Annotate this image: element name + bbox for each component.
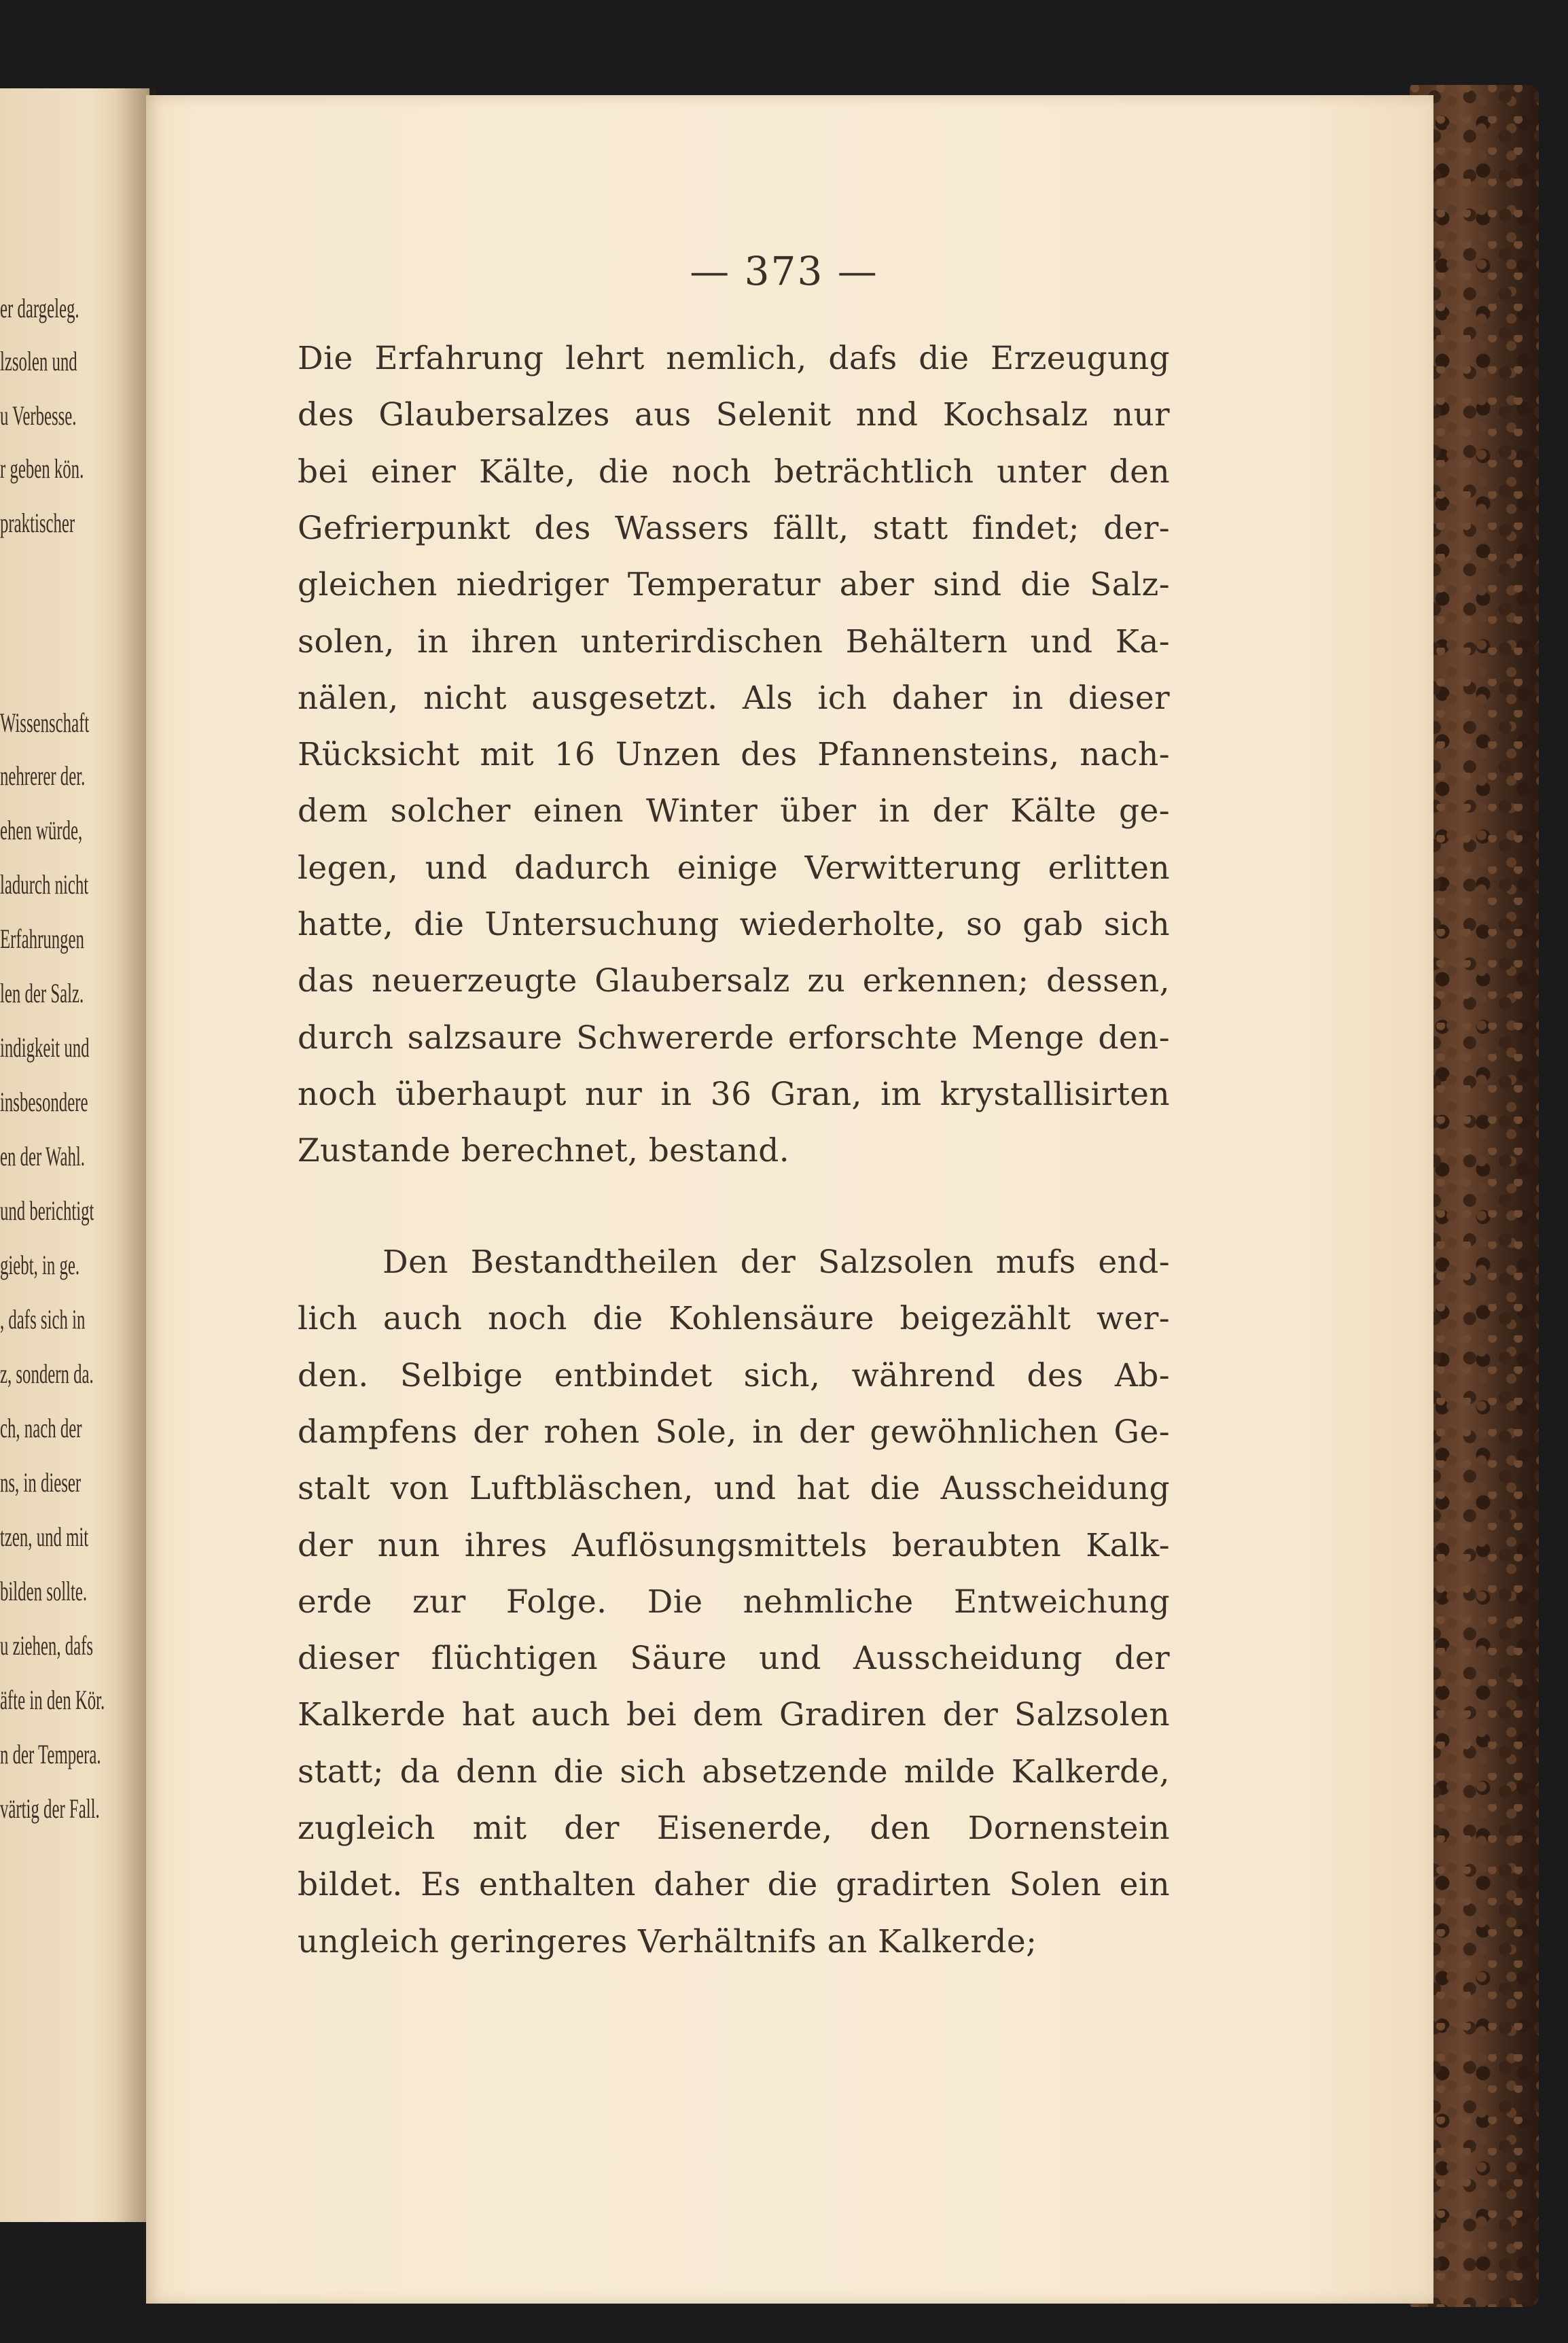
text-line: Den Bestandtheilen der Salzsolen mufs end-: [382, 1244, 1170, 1281]
text-line: bildet. Es enthalten daher die gradirten Solen ein: [298, 1866, 1170, 1904]
text-line: Kalkerde hat auch bei dem Gradiren der Salzsolen: [298, 1696, 1170, 1734]
left-page-line: äfte in den Kör.: [0, 1685, 105, 1715]
left-page-line: n der Tempera.: [0, 1739, 101, 1769]
left-page-line: praktischer: [0, 508, 75, 538]
left-page-line: Erfahrungen: [0, 923, 84, 954]
left-page-line: värtig der Fall.: [0, 1793, 100, 1824]
left-page-line: en der Wahl.: [0, 1141, 85, 1172]
text-line: Rücksicht mit 16 Unzen des Pfannensteins, nach-: [298, 736, 1170, 774]
text-line: legen, und dadurch einige Verwitterung erlitten: [298, 849, 1170, 887]
text-line: Gefrierpunkt des Wassers fällt, statt findet; der-: [298, 509, 1170, 547]
text-line: erde zur Folge. Die nehmliche Entweichung: [298, 1583, 1170, 1621]
left-page-line: u ziehen, dafs: [0, 1630, 94, 1661]
left-page-line: giebt, in ge.: [0, 1250, 80, 1280]
text-line: dieser flüchtigen Säure und Ausscheidung der: [298, 1640, 1170, 1678]
text-line: noch überhaupt nur in 36 Gran, im krystallisirten: [298, 1075, 1170, 1113]
left-page-line: lzsolen und: [0, 346, 77, 376]
text-line: ungleich geringeres Verhältnifs an Kalkerde;: [298, 1922, 1037, 1960]
left-page-line: bilden sollte.: [0, 1576, 88, 1606]
text-line: den. Selbige entbindet sich, während des Ab-: [298, 1356, 1170, 1394]
left-page-line: indigkeit und: [0, 1032, 90, 1063]
page-number: — 373 —: [690, 248, 878, 294]
left-page-line: Wissenschaft: [0, 707, 90, 738]
text-line: zugleich mit der Eisenerde, den Dornenstein: [298, 1810, 1170, 1847]
text-line: das neuerzeugte Glaubersalz zu erkennen; dessen,: [298, 962, 1170, 1000]
left-page-line: r geben kön.: [0, 453, 84, 484]
left-page-line: , dafs sich in: [0, 1304, 86, 1335]
text-line: solen, in ihren unterirdischen Behältern und Ka-: [298, 622, 1170, 660]
text-line: dampfens der rohen Sole, in der gewöhnlichen Ge-: [298, 1413, 1170, 1451]
text-line: Zustande berechnet, bestand.: [298, 1132, 790, 1170]
text-line: lich auch noch die Kohlensäure beigezählt wer-: [298, 1300, 1170, 1338]
text-line: statt; da denn die sich absetzende milde Kalkerde,: [298, 1752, 1170, 1791]
left-page-line: ladurch nicht: [0, 869, 89, 900]
left-page-line: u Verbesse.: [0, 400, 77, 431]
text-line: stalt von Luftbläschen, und hat die Ausscheidung: [298, 1470, 1170, 1508]
text-line: dem solcher einen Winter über in der Kälte ge-: [298, 792, 1170, 830]
left-page-line: er dargeleg.: [0, 293, 79, 323]
text-line: der nun ihres Auflösungsmittels beraubten Kalk-: [298, 1526, 1170, 1564]
left-page-line: ns, in dieser: [0, 1467, 82, 1498]
text-line: nälen, nicht ausgesetzt. Als ich daher in dieser: [298, 679, 1170, 717]
text-line: Die Erfahrung lehrt nemlich, dafs die Erzeugung: [298, 340, 1170, 377]
text-line: durch salzsaure Schwererde erforschte Menge den-: [298, 1019, 1170, 1057]
text-line: bei einer Kälte, die noch beträchtlich unter den: [298, 453, 1170, 491]
left-page-line: tzen, und mit: [0, 1521, 89, 1552]
text-line: des Glaubersalzes aus Selenit nnd Kochsalz nur: [298, 396, 1170, 434]
left-page-line: ehen würde,: [0, 815, 83, 845]
left-page-line: insbesondere: [0, 1087, 88, 1117]
left-page-line: nehrerer der.: [0, 760, 86, 791]
left-page-line: und berichtigt: [0, 1195, 94, 1226]
left-page-line: ch, nach der: [0, 1413, 82, 1443]
text-line: gleichen niedriger Temperatur aber sind die Salz-: [298, 566, 1170, 604]
text-line: hatte, die Untersuchung wiederholte, so gab sich: [298, 906, 1170, 943]
left-page-line: z, sondern da.: [0, 1358, 94, 1389]
left-page-line: len der Salz.: [0, 978, 84, 1008]
